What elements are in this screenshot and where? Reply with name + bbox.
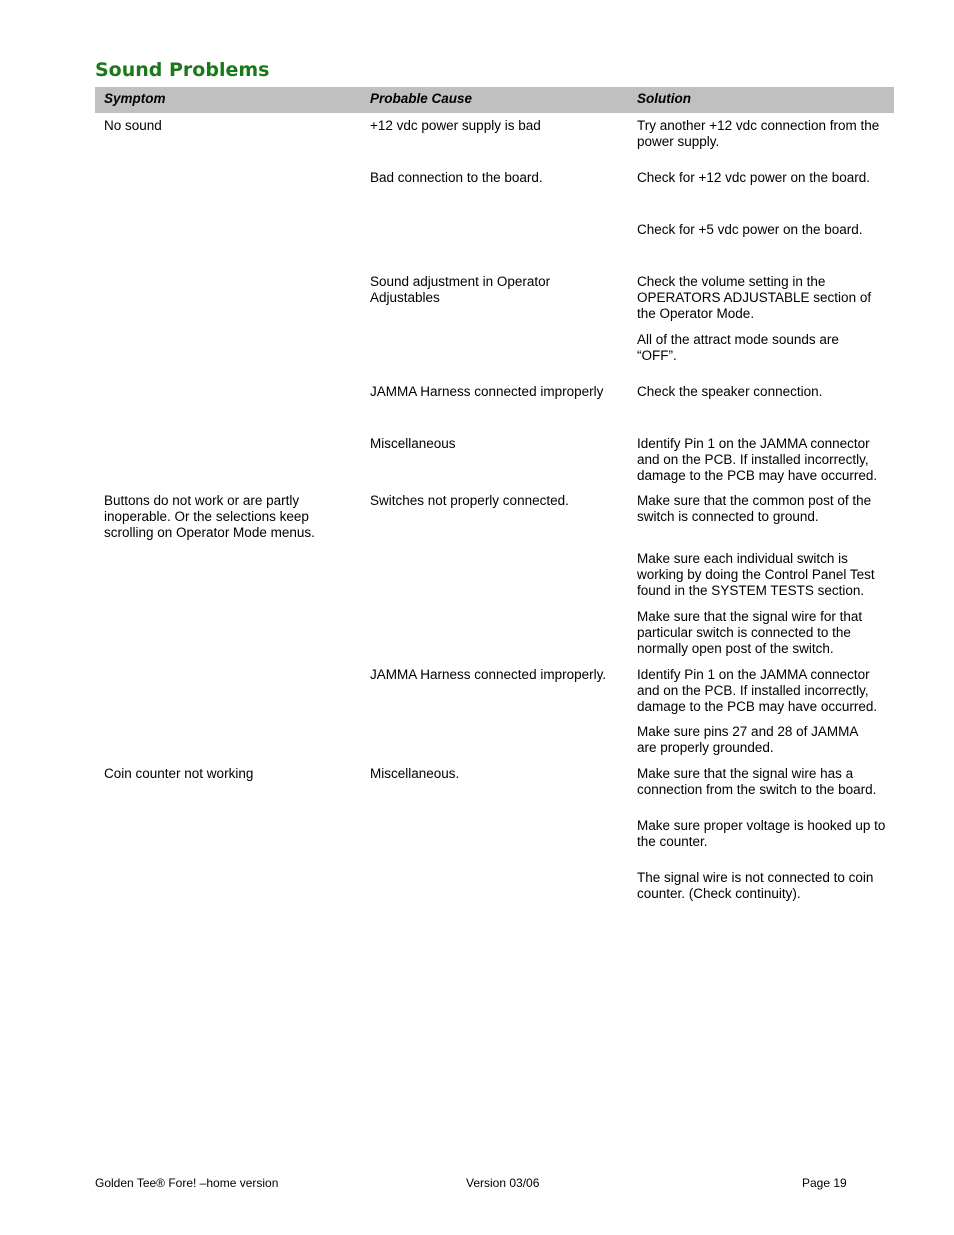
solution-cell: Make sure that the common post of the switch is connected to ground.: [637, 493, 872, 524]
solution-cell: Check for +12 vdc power on the board.: [637, 170, 871, 185]
column-header-symptom: Symptom: [104, 91, 166, 106]
footer-page-number: Page 19: [802, 1176, 847, 1190]
solution-cell: Identify Pin 1 on the JAMMA connector and on the PCB. If installed incorrectly, damage to the PCB may have occurred.: [637, 667, 878, 714]
footer-version: Version 03/06: [466, 1176, 540, 1190]
symptom-cell: Coin counter not working: [104, 766, 254, 781]
symptom-cell: Buttons do not work or are partly inoperable. Or the selections keep scrolling on Operator Mode menus.: [104, 493, 315, 540]
cause-cell: Switches not properly connected.: [370, 493, 569, 508]
solution-cell: Check the speaker connection.: [637, 384, 823, 399]
column-header-solution: Solution: [637, 91, 691, 106]
solution-cell: Make sure proper voltage is hooked up to the counter.: [637, 818, 886, 849]
solution-cell: Identify Pin 1 on the JAMMA connector and on the PCB. If installed incorrectly, damage to the PCB may have occurred.: [637, 436, 878, 483]
solution-cell: The signal wire is not connected to coin counter. (Check continuity).: [637, 870, 874, 901]
solution-cell: Make sure that the signal wire for that particular switch is connected to the normally open post of the switch.: [637, 609, 863, 656]
solution-cell: Check the volume setting in the OPERATORS ADJUSTABLE section of the Operator Mode.: [637, 274, 872, 321]
solution-cell: All of the attract mode sounds are “OFF”.: [637, 332, 839, 363]
solution-cell: Make sure each individual switch is working by doing the Control Panel Test found in the SYSTEM TESTS section.: [637, 551, 875, 598]
footer-document-title: Golden Tee® Fore! –home version: [95, 1176, 279, 1190]
solution-cell: Make sure pins 27 and 28 of JAMMA are properly grounded.: [637, 724, 858, 755]
section-title: Sound Problems: [95, 59, 270, 81]
cause-cell: Miscellaneous.: [370, 766, 460, 781]
cause-cell: +12 vdc power supply is bad: [370, 118, 541, 133]
cause-cell: Sound adjustment in Operator Adjustables: [370, 274, 551, 305]
symptom-cell: No sound: [104, 118, 162, 133]
cause-cell: JAMMA Harness connected improperly: [370, 384, 604, 399]
table-header: [95, 87, 894, 113]
cause-cell: Miscellaneous: [370, 436, 456, 451]
solution-cell: Try another +12 vdc connection from the power supply.: [637, 118, 880, 149]
solution-cell: Check for +5 vdc power on the board.: [637, 222, 863, 237]
solution-cell: Make sure that the signal wire has a connection from the switch to the board.: [637, 766, 877, 797]
cause-cell: Bad connection to the board.: [370, 170, 543, 185]
cause-cell: JAMMA Harness connected improperly.: [370, 667, 607, 682]
column-header-probable-cause: Probable Cause: [370, 91, 473, 106]
